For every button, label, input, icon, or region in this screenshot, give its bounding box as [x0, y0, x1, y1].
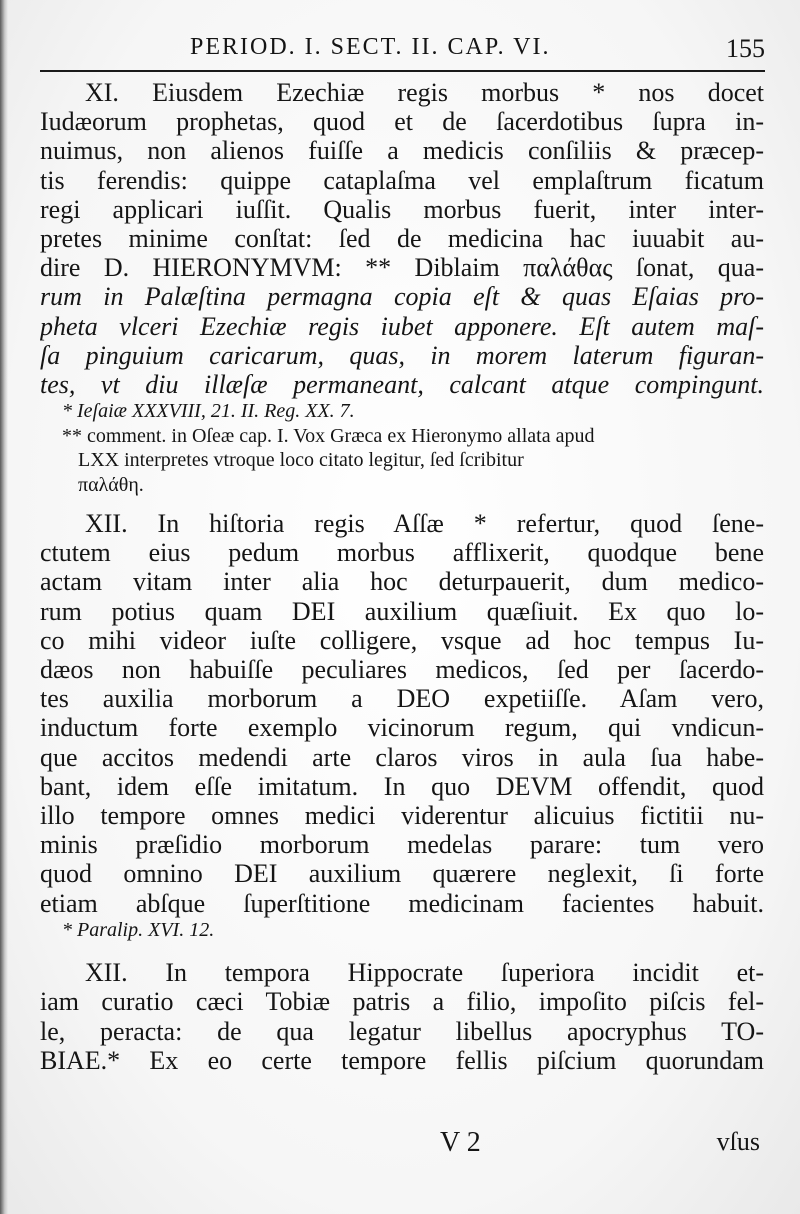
- catchword: vſus: [716, 1127, 760, 1156]
- text-line: tes auxilia morborum a DEO expetiiſſe. Aſam vero,: [40, 684, 764, 714]
- text-line: pheta vlceri Ezechiæ regis iubet apponere. Eſt autem maſ-: [40, 311, 764, 341]
- paragraph-xii-b: [40, 958, 764, 1075]
- footnotes-xi: [40, 399, 764, 497]
- text-line: rum potius quam DEI auxilium quæſiuit. Ex quo lo-: [40, 596, 764, 626]
- footnote: LXX interpretes vtroque loco citato legitur, ſed ſcribitur: [78, 449, 524, 472]
- text-line: regi applicari iuſſit. Qualis morbus fuerit, inter inter-: [40, 194, 764, 224]
- page-number: 155: [726, 34, 765, 63]
- text-line: tis ferendis: quippe cataplaſma vel emplaſtrum ficatum: [40, 165, 764, 195]
- footnotes-xii-a: [40, 918, 764, 943]
- page-header: [40, 32, 765, 72]
- text-line: dæos non habuiſſe peculiares medicos, ſed per ſacerdo-: [40, 655, 764, 684]
- text-block: [40, 78, 764, 1075]
- text-line: XI. Eiusdem Ezechiæ regis morbus * nos docet: [85, 78, 764, 107]
- signature-mark: V 2: [440, 1127, 481, 1158]
- spacer: [40, 942, 764, 958]
- text-line: quod omnino DEI auxilium quærere neglexit, ſi forte: [40, 859, 764, 889]
- text-line: dire D. HIERONYMVM: ** Diblaim παλάθας ſonat, qua-: [40, 253, 764, 283]
- text-line: ſa pinguium caricarum, quas, in morem laterum figuran-: [40, 340, 764, 370]
- footnote: * Paralip. XVI. 12.: [62, 918, 215, 941]
- text-line: XII. In tempora Hippocrate ſuperiora incidit et-: [85, 958, 764, 988]
- paragraph-xii-a: [40, 509, 764, 918]
- text-line: le, peracta: de qua legatur libellus apocryphus TO-: [40, 1016, 764, 1046]
- text-line: pretes minime conſtat: ſed de medicina hac iuuabit au-: [40, 223, 764, 253]
- footnote: * Ieſaiæ XXXVIII, 21. II. Reg. XX. 7.: [62, 400, 355, 423]
- footnote: ** comment. in Oſeæ cap. I. Vox Græca ex Hieronymo allata apud: [62, 424, 595, 447]
- page-gutter-shadow: [0, 0, 8, 1214]
- text-line: actam vitam inter alia hoc deturpauerit, dum medico-: [40, 567, 764, 597]
- text-line: iam curatio cæci Tobiæ patris a filio, impoſito piſcis fel-: [40, 987, 764, 1017]
- text-line: ctutem eius pedum morbus afflixerit, quodque bene: [40, 538, 764, 568]
- text-line: inductum forte exemplo vicinorum regum, qui vndicun-: [40, 713, 764, 743]
- text-line: etiam abſque ſuperſtitione medicinam facientes habuit.: [40, 888, 764, 918]
- text-line: illo tempore omnes medici viderentur alicuius fictitii nu-: [40, 800, 764, 830]
- text-line: nuimus, non alienos fuiſſe a medicis conſiliis & præcep-: [40, 136, 764, 166]
- text-line: XII. In hiſtoria regis Aſſæ * refertur, quod ſene-: [85, 509, 764, 539]
- text-line: bant, idem eſſe imitatum. In quo DEVM offendit, quod: [40, 771, 764, 801]
- text-line: tes, vt diu illæſæ permaneant, calcant atque compingunt.: [40, 369, 764, 399]
- text-line: que accitos medendi arte claros viros in aula ſua habe-: [40, 742, 764, 772]
- footnote: παλάθη.: [78, 473, 144, 496]
- text-line: co mihi videor iuſte colligere, vsque ad hoc tempus Iu-: [40, 625, 764, 655]
- text-line: Iudæorum prophetas, quod et de ſacerdotibus ſupra in-: [40, 107, 764, 137]
- running-head: PERIOD. I. SECT. II. CAP. VI.: [190, 34, 551, 60]
- header-rule: [40, 70, 765, 72]
- paragraph-xi: [40, 78, 764, 399]
- text-line: rum in Palæſtina permagna copia eſt & quas Eſaias pro-: [40, 282, 764, 312]
- spacer: [40, 497, 764, 509]
- text-line: BIAE.* Ex eo certe tempore fellis piſcium quorundam: [40, 1045, 764, 1075]
- text-line: minis præſidio morborum medelas parare: tum vero: [40, 830, 764, 860]
